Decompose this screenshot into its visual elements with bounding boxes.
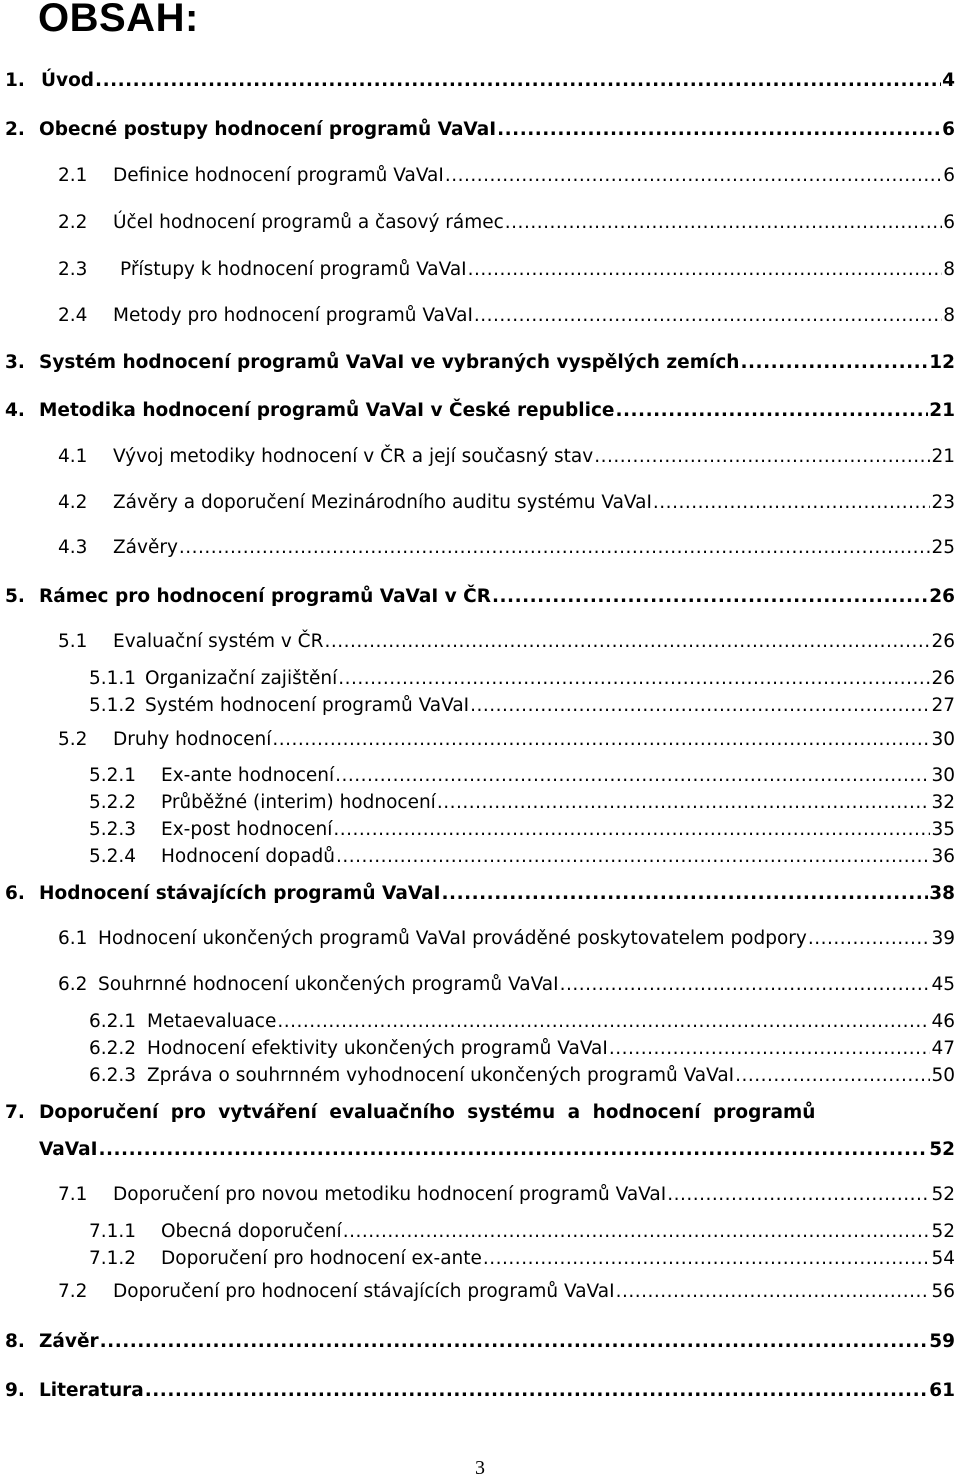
toc-entry-7-1[interactable] [58, 1184, 955, 1206]
toc-leader [740, 352, 928, 374]
toc-leader [277, 1011, 930, 1033]
toc-page: 61 [929, 1380, 955, 1401]
toc-number: 5.2.1 [89, 765, 137, 786]
toc-number: 8. [5, 1331, 25, 1352]
toc-page: 4 [942, 70, 955, 91]
toc-label: VaVaI [39, 1139, 98, 1160]
toc-page: 6 [943, 165, 955, 186]
toc-page: 27 [931, 695, 955, 716]
toc-entry-5-2-3[interactable] [89, 819, 955, 841]
toc-number: 5. [5, 586, 25, 607]
toc-number: 4.3 [58, 537, 88, 558]
toc-label: Závěr [39, 1331, 99, 1352]
toc-label: Ex-post hodnocení [161, 819, 333, 840]
toc-leader [437, 792, 931, 814]
toc-label: Doporučení pro vytváření evaluačního systému a hodnocení programů [39, 1102, 816, 1123]
toc-label: Druhy hodnocení [113, 729, 272, 750]
toc-page: 12 [929, 352, 955, 373]
toc-number: 4.2 [58, 492, 88, 513]
toc-label: Hodnocení ukončených programů VaVaI prováděné poskytovatelem podpory [98, 928, 807, 949]
toc-entry-4-3[interactable] [58, 537, 955, 559]
toc-number: 6. [5, 883, 25, 904]
toc-page: 56 [931, 1281, 955, 1302]
toc-page: 26 [931, 668, 955, 689]
toc-page: 36 [931, 846, 955, 867]
toc-page: 8 [943, 305, 955, 326]
toc-label: Závěry a doporučení Mezinárodního auditu systému VaVaI [113, 492, 652, 513]
toc-number: 5.1.2 [89, 695, 137, 716]
toc-number: 2.1 [58, 165, 88, 186]
toc-label: Hodnocení dopadů [161, 846, 335, 867]
toc-leader [497, 119, 941, 141]
toc-page: 21 [929, 400, 955, 421]
toc-number: 5.2 [58, 729, 88, 750]
toc-page: 25 [931, 537, 955, 558]
toc-label: Obecná doporučení [161, 1221, 342, 1242]
toc-label: Obecné postupy hodnocení programů VaVaI [39, 119, 497, 140]
toc-label: Doporučení pro hodnocení ex-ante [161, 1248, 482, 1269]
toc-leader [145, 1380, 929, 1402]
toc-leader [324, 631, 930, 653]
toc-entry-9[interactable] [5, 1380, 955, 1402]
toc-number: 6.1 [58, 928, 88, 949]
toc-label: Vývoj metodiky hodnocení v ČR a její současný stav [113, 446, 594, 467]
toc-entry-7-1-1[interactable] [89, 1221, 955, 1243]
toc-label: Úvod [41, 70, 95, 91]
toc-entry-6[interactable] [5, 883, 955, 905]
toc-entry-5-2-2[interactable] [89, 792, 955, 814]
toc-label: Metody pro hodnocení programů VaVaI [113, 305, 473, 326]
toc-number: 5.2.2 [89, 792, 137, 813]
toc-entry-5-1[interactable] [58, 631, 955, 653]
toc-entry-5-2[interactable] [58, 729, 955, 751]
toc-number: 5.2.4 [89, 846, 137, 867]
toc-label: Definice hodnocení programů VaVaI [113, 165, 444, 186]
toc-leader [808, 928, 931, 950]
toc-page: 39 [931, 928, 955, 949]
toc-entry-8[interactable] [5, 1331, 955, 1353]
toc-number: 2. [5, 119, 25, 140]
toc-leader [442, 883, 929, 905]
toc-entry-6-2-3[interactable] [89, 1065, 955, 1087]
toc-page: 52 [931, 1221, 955, 1242]
toc-entry-4[interactable] [5, 400, 955, 422]
toc-page: 35 [931, 819, 955, 840]
toc-number: 6.2.2 [89, 1038, 137, 1059]
toc-page: 21 [931, 446, 955, 467]
toc-entry-7-1-2[interactable] [89, 1248, 955, 1270]
toc-leader [470, 695, 930, 717]
toc-entry-4-2[interactable] [58, 492, 955, 514]
toc-entry-6-2-1[interactable] [89, 1011, 955, 1033]
toc-page: 6 [942, 119, 955, 140]
toc-leader [653, 492, 931, 514]
toc-page: 54 [931, 1248, 955, 1269]
toc-label: Literatura [39, 1380, 144, 1401]
toc-number: 4. [5, 400, 25, 421]
toc-entry-5-1-1[interactable] [89, 668, 955, 690]
toc-leader [272, 729, 930, 751]
toc-leader [594, 446, 930, 468]
toc-number: 2.4 [58, 305, 88, 326]
toc-entry-1[interactable] [5, 70, 955, 92]
toc-leader [505, 212, 942, 234]
toc-label: Doporučení pro hodnocení stávajících programů VaVaI [113, 1281, 615, 1302]
toc-entry-2-2[interactable] [58, 212, 955, 234]
toc-leader [333, 819, 930, 841]
toc-leader [615, 400, 928, 422]
toc-entry-7-2[interactable] [58, 1281, 955, 1303]
toc-label: Doporučení pro novou metodiku hodnocení programů VaVaI [113, 1184, 667, 1205]
toc-number: 7.1.2 [89, 1248, 137, 1269]
toc-leader [667, 1184, 930, 1206]
toc-label: Ex-ante hodnocení [161, 765, 335, 786]
toc-label: Souhrnné hodnocení ukončených programů VaVaI [98, 974, 559, 995]
toc-number: 3. [5, 352, 25, 373]
toc-entry-6-2[interactable] [58, 974, 955, 996]
toc-label: Účel hodnocení programů a časový rámec [113, 212, 504, 233]
toc-leader [98, 1139, 928, 1161]
toc-page: 52 [931, 1184, 955, 1205]
toc-page: 38 [929, 883, 955, 904]
toc-entry-4-1[interactable] [58, 446, 955, 468]
toc-page: 59 [929, 1331, 955, 1352]
toc-number: 5.2.3 [89, 819, 137, 840]
toc-page: 45 [931, 974, 955, 995]
toc-entry-2-1[interactable] [58, 165, 955, 187]
toc-label: Systém hodnocení programů VaVaI [145, 695, 470, 716]
toc-leader [468, 259, 943, 281]
toc-page: 46 [931, 1011, 955, 1032]
toc-leader [609, 1038, 931, 1060]
toc-leader [735, 1065, 930, 1087]
toc-page: 47 [931, 1038, 955, 1059]
toc-number: 5.1 [58, 631, 88, 652]
toc-leader [560, 974, 931, 996]
toc-number: 5.1.1 [89, 668, 137, 689]
toc-entry-7-continued[interactable] [39, 1139, 955, 1161]
toc-page: 8 [943, 259, 955, 280]
toc-number: 2.2 [58, 212, 88, 233]
toc-entry-2[interactable] [5, 119, 955, 141]
toc-label: Organizační zajištění [145, 668, 338, 689]
toc-leader [445, 165, 942, 187]
toc-entry-5[interactable] [5, 586, 955, 608]
toc-label: Rámec pro hodnocení programů VaVaI v ČR [39, 586, 491, 607]
toc-page: 30 [931, 729, 955, 750]
toc-number: 2.3 [58, 259, 88, 280]
toc-number: 6.2.1 [89, 1011, 137, 1032]
toc-page: 23 [931, 492, 955, 513]
page-title: OBSAH: [38, 0, 199, 40]
toc-label: Zpráva o souhrnném vyhodnocení ukončených programů VaVaI [147, 1065, 735, 1086]
toc-label: Systém hodnocení programů VaVaI ve vybraných vyspělých zemích [39, 352, 740, 373]
toc-leader [95, 70, 941, 92]
toc-page: 30 [931, 765, 955, 786]
toc-number: 6.2 [58, 974, 88, 995]
toc-label: Evaluační systém v ČR [113, 631, 324, 652]
toc-page: 26 [929, 586, 955, 607]
toc-label: Hodnocení efektivity ukončených programů VaVaI [147, 1038, 608, 1059]
toc-entry-6-2-2[interactable] [89, 1038, 955, 1060]
toc-leader [179, 537, 931, 559]
toc-leader [616, 1281, 931, 1303]
toc-number: 6.2.3 [89, 1065, 137, 1086]
toc-entry-5-2-4[interactable] [89, 846, 955, 868]
toc-number: 4.1 [58, 446, 88, 467]
toc-leader [483, 1248, 931, 1270]
toc-entry-3[interactable] [5, 352, 955, 374]
toc-entry-6-1[interactable] [58, 928, 955, 950]
toc-entry-7[interactable] [5, 1102, 955, 1124]
toc-leader [474, 305, 942, 327]
toc-page: 52 [929, 1139, 955, 1160]
toc-page: 50 [931, 1065, 955, 1086]
toc-number: 9. [5, 1380, 25, 1401]
toc-entry-5-1-2[interactable] [89, 695, 955, 717]
toc-page: 32 [931, 792, 955, 813]
toc-leader [343, 1221, 931, 1243]
toc-leader [100, 1331, 929, 1353]
toc-leader [492, 586, 928, 608]
toc-number: 7.2 [58, 1281, 88, 1302]
toc-label: Průběžné (interim) hodnocení [161, 792, 436, 813]
page-number: 3 [475, 1457, 485, 1479]
toc-number: 7.1 [58, 1184, 88, 1205]
toc-page: 6 [943, 212, 955, 233]
toc-number: 7.1.1 [89, 1221, 137, 1242]
toc-entry-2-3[interactable] [58, 259, 955, 281]
toc-label: Metodika hodnocení programů VaVaI v České republice [39, 400, 615, 421]
toc-label: Závěry [113, 537, 178, 558]
toc-label: Metaevaluace [147, 1011, 277, 1032]
toc-leader [336, 846, 931, 868]
toc-label: Hodnocení stávajících programů VaVaI [39, 883, 441, 904]
toc-entry-2-4[interactable] [58, 305, 955, 327]
toc-leader [335, 765, 930, 787]
toc-page: 26 [931, 631, 955, 652]
toc-label: Přístupy k hodnocení programů VaVaI [120, 259, 467, 280]
toc-number: 1. [5, 70, 25, 91]
toc-entry-5-2-1[interactable] [89, 765, 955, 787]
toc-number: 7. [5, 1102, 25, 1123]
toc-leader [338, 668, 930, 690]
